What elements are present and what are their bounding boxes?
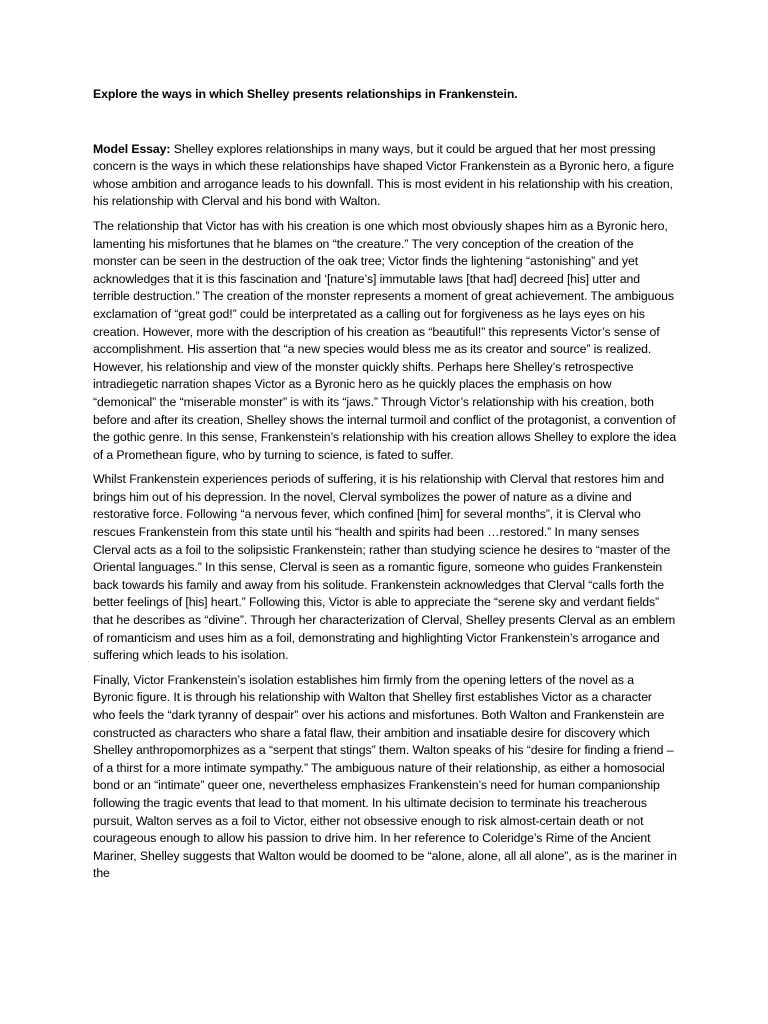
intro-text: Shelley explores relationships in many ways, but it could be argued that her most pressing concern is the ways in which these relationships have shaped Victor Frankenstein as a Byronic hero, a figure whose ambition and arrogance leads to his downfall. This is most evident in his relationship with his creation, his relationship with Clerval and his bond with Walton. [93,141,674,209]
body-paragraph-walton: Finally, Victor Frankenstein’s isolation establishes him firmly from the opening letters of the novel as a Byronic figure. It is through his relationship with Walton that Shelley first establishes Victor as a character who feels the “dark tyranny of despair” over his actions and misfortunes. Both Walton and Frankenstein are constructed as characters who share a fatal flaw, their ambition and insatiable desire for discovery which Shelley anthropomorphizes as a “serpent that stings” them. Walton speaks of his “desire for finding a friend – of a thirst for a more intimate sympathy.” The ambiguous nature of their relationship, as either a homosocial bond or an “intimate” queer one, nevertheless emphasizes Frankenstein’s need for human companionship following the tragic events that lead to that moment. In his ultimate decision to terminate his treacherous pursuit, Walton serves as a foil to Victor, either not obsessive enough to risk almost-certain death or not courageous enough to allow his passion to drive him. In her reference to Coleridge’s Rime of the Ancient Mariner, Shelley suggests that Walton would be doomed to be “alone, alone, all all alone”, as is the mariner in the [93,672,677,881]
essay-intro-paragraph [93,141,677,211]
body-paragraph-creation: The relationship that Victor has with his creation is one which most obviously shapes him as a Byronic hero, lamenting his misfortunes that he blames on “the creature.” The very conception of the creation of the monster can be seen in the destruction of the oak tree; Victor finds the lightening “astonishing” and yet acknowledges that it is this fascination and ‘[nature’s] immutable laws [that had] decreed [his] utter and terrible destruction.” The creation of the monster represents a moment of great achievement. The ambiguous exclamation of “great god!” could be interpretated as a calling out for forgiveness as he lays eyes on his creation. However, more with the description of his creation as “beautiful!” this represents Victor’s sense of accomplishment. His assertion that “a new species would bless me as its creator and source” is realized. However, his relationship and view of the monster quickly shifts. Perhaps here Shelley’s retrospective intradiegetic narration shapes Victor as a Byronic hero as he quickly places the emphasis on how “demonical” the “miserable monster” is with its “jaws.” Through Victor’s relationship with his creation, both before and after its creation, Shelley shows the internal turmoil and conflict of the protagonist, a convention of the gothic genre. In this sense, Frankenstein’s relationship with his creation allows Shelley to explore the idea of a Promethean figure, who by turning to science, is fated to suffer. [93,218,677,462]
model-essay-label: Model Essay: [93,141,171,156]
body-paragraph-clerval: Whilst Frankenstein experiences periods of suffering, it is his relationship with Clerval that restores him and brings him out of his depression. In the novel, Clerval symbolizes the power of nature as a divine and restorative force. Following “a nervous fever, which confined [him] for several months”, it is Clerval who rescues Frankenstein from this state until his “health and spirits had been …restored.” In many senses Clerval acts as a foil to the solipsistic Frankenstein; rather than studying science he desires to “master of the Oriental languages.” In this sense, Clerval is seen as a romantic figure, someone who guides Frankenstein back towards his family and away from his solitude. Frankenstein acknowledges that Clerval “calls forth the better feelings of [his] heart.” Following this, Victor is able to appreciate the “serene sky and verdant fields” that he describes as “divine”. Through her characterization of Clerval, Shelley presents Clerval as an emblem of romanticism and uses him as a foil, demonstrating and highlighting Victor Frankenstein’s arrogance and suffering which leads to his isolation. [93,472,676,663]
essay-question-title: Explore the ways in which Shelley presents relationships in Frankenstein. [93,87,518,101]
essay-page [93,86,677,890]
